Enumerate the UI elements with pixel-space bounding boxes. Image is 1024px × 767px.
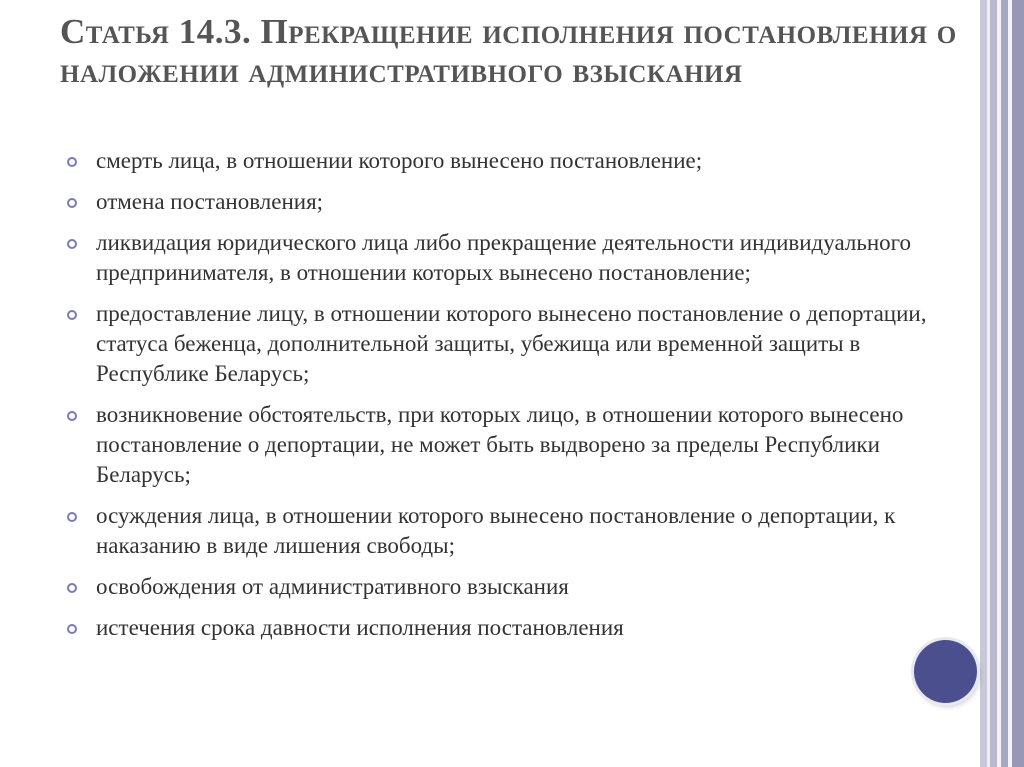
ring-bullet-icon xyxy=(67,512,77,522)
list-item-text: истечения срока давности исполнения постановления xyxy=(96,615,624,640)
ring-bullet-icon xyxy=(67,198,77,208)
decorative-stripe xyxy=(980,0,987,767)
list-item xyxy=(62,572,962,602)
list-item xyxy=(62,299,962,389)
list-item-text: ликвидация юридического лица либо прекращение деятельности индивидуального предпринимателя, в отношении которых вынесено постановление; xyxy=(96,230,912,285)
navy-circle-icon xyxy=(914,640,977,703)
list-item-text: отмена постановления; xyxy=(96,189,324,214)
decorative-stripe xyxy=(1012,0,1024,767)
list-item xyxy=(62,146,962,176)
list-item xyxy=(62,187,962,217)
slide-title: Статья 14.3. Прекращение исполнения постановления о наложении административного взыскания xyxy=(60,12,957,90)
ring-bullet-icon xyxy=(67,310,77,320)
list-item-text: возникновение обстоятельств, при которых лицо, в отношении которого вынесено постановление о депортации, не может быть выдворено за пределы Республики Беларусь; xyxy=(96,402,904,487)
ring-bullet-icon xyxy=(67,624,77,634)
list-item-text: осуждения лица, в отношении которого вынесено постановление о депортации, к наказанию в виде лишения свободы; xyxy=(96,503,896,558)
list-item-text: освобождения от административного взыскания xyxy=(96,574,569,599)
list-item xyxy=(62,501,962,561)
bullet-list xyxy=(62,146,962,654)
ring-bullet-icon xyxy=(67,239,77,249)
list-item xyxy=(62,228,962,288)
decorative-stripe xyxy=(990,0,997,767)
list-item-text: предоставление лицу, в отношении которого вынесено постановление о депортации, статуса беженца, дополнительной защиты, убежища или временной защиты в Республике Беларусь; xyxy=(96,301,927,386)
list-item xyxy=(62,400,962,490)
ring-bullet-icon xyxy=(67,583,77,593)
decorative-stripe xyxy=(1001,0,1008,767)
ring-bullet-icon xyxy=(67,157,77,167)
ring-bullet-icon xyxy=(67,411,77,421)
list-item-text: смерть лица, в отношении которого вынесено постановление; xyxy=(96,148,703,173)
list-item xyxy=(62,613,962,643)
